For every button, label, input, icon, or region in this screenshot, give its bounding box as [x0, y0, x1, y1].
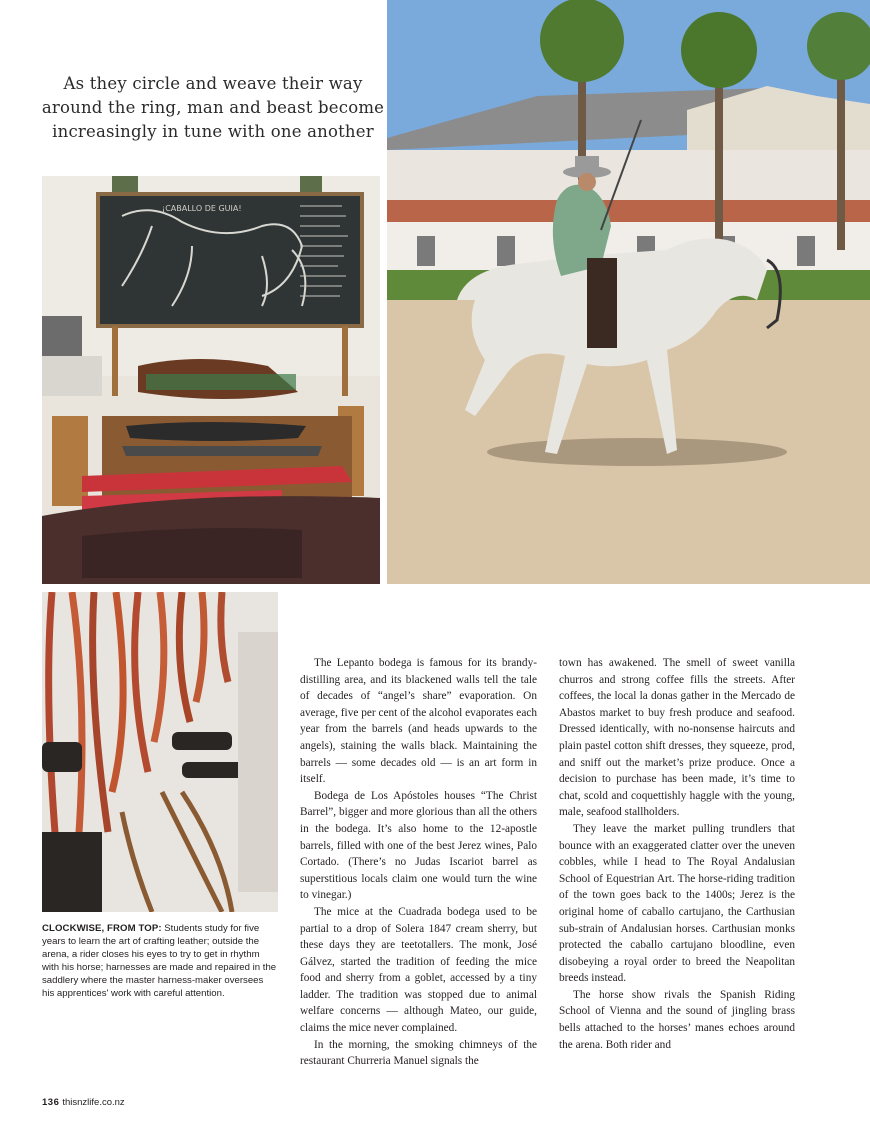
svg-text:¡CABALLO DE GUIA!: ¡CABALLO DE GUIA! — [162, 204, 242, 213]
caption-text: Students study for five years to learn the art of crafting leather; outside the arena, a rider closes his eyes to try to get in rhythm with his horse; harnesses are made and repaired in the saddlery where the master harness-maker oversees his apprentices' work with careful attention. — [42, 923, 277, 999]
footer-site: thisnzlife.co.nz — [62, 1097, 125, 1108]
body-paragraph: The mice at the Cuadrada bodega used to be partial to a drop of Solera 1847 cream sherry, but these days they are teetotallers. The monk, José Gálvez, started the tradition of feeding the mice food and sherry from a goblet, accessed by a tiny ladder. The tradition was stopped due to animal welfare concerns — although Mateo, our guide, claims the mice never complained. — [300, 905, 537, 1035]
body-column-2 — [559, 655, 795, 1053]
body-paragraph: Bodega de Los Apóstoles houses “The Christ Barrel”, bigger and more glorious than all the others in the bodega. It’s also home to the 12-apostle barrels, filled with one of the best Jerez wines, Palo Cortado. (There’s no Judas Iscariot barrel as superstitious locals claim one would turn the wine to vinegar.) — [300, 789, 537, 902]
page-number: 136 — [42, 1097, 60, 1108]
body-column-1 — [300, 655, 537, 1070]
harness-photo — [42, 592, 278, 912]
body-paragraph: They leave the market pulling trundlers that bounce with an exaggerated clatter over the uneven cobbles, while I head to The Royal Andalusian School of Equestrian Art. The horse-riding tradition of the town goes back to the 1400s; Jerez is the original home of caballo cartujano, the Carthusian sub-strain of Andalusian horses. Carthusian monks protected the caballo cartujano bloodline, even disobeying a royal order to breed the Neapolitan breeds instead. — [559, 822, 795, 985]
caption-lead: CLOCKWISE, FROM TOP: — [42, 923, 162, 934]
body-paragraph: The horse show rivals the Spanish Riding School of Vienna and the sound of jingling brass bells attached to the horses’ manes echoes around the arena. Both rider and — [559, 988, 795, 1051]
photo-caption — [42, 922, 278, 1000]
body-paragraph: The Lepanto bodega is famous for its brandy-distilling area, and its blackened walls tell the tale of decades of “angel’s share” evaporation. On average, five per cent of the alcohol evaporates each year from the barrels (and heads upwards to the angels), staining the walls black. Maintaining the barrels — some decades old — is an art form in itself. — [300, 657, 537, 786]
pull-quote: As they circle and weave their way around the ring, man and beast become increasingly in tune with one another — [41, 74, 385, 141]
body-paragraph-continued: town has awakened. The smell of sweet vanilla churros and strong coffee fills the streets. After coffees, the local la donas gather in the Mercado de Abastos market to buy fresh produce and seafood. Dressed identically, with no-nonsense haircuts and plain pastel cotton shift dresses, they squeeze, prod, and sniff out the market’s prize produce. Once a decision to purchase has been made, it’s time to chat, scold and coquettishly haggle with the young, male, seafood stallholders. — [559, 657, 795, 819]
classroom-photo — [42, 176, 380, 584]
page-footer — [42, 1097, 125, 1108]
rider-photo — [387, 0, 870, 584]
body-paragraph: In the morning, the smoking chimneys of the restaurant Churreria Manuel signals the — [300, 1038, 537, 1068]
